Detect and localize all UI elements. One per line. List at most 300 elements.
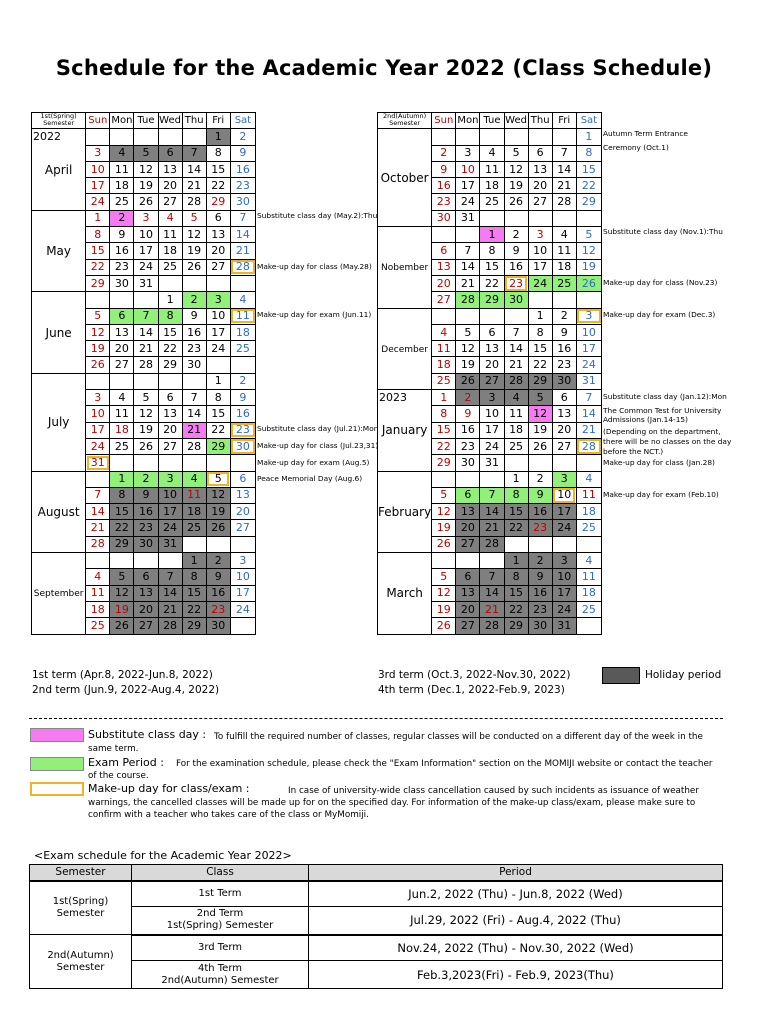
day-cell: 10 xyxy=(86,161,110,177)
substitute-title: Substitute class day : xyxy=(88,728,207,741)
week-row xyxy=(378,227,602,243)
weekday-mon: Mon xyxy=(456,113,480,129)
weekday-wed: Wed xyxy=(158,113,182,129)
term-3: 3rd term (Oct.3, 2022-Nov.30, 2022) xyxy=(378,669,571,681)
day-cell: 16 xyxy=(528,585,552,601)
day-cell: 18 xyxy=(480,178,504,194)
day-cell: 27 xyxy=(230,520,255,536)
empty-cell xyxy=(552,129,576,145)
day-cell: 22 xyxy=(206,178,230,194)
day-cell: 25 xyxy=(480,194,504,210)
day-cell: 19 xyxy=(456,357,480,373)
week-row xyxy=(378,553,602,569)
day-cell: 12 xyxy=(456,341,480,357)
day-cell: 17 xyxy=(158,504,182,520)
day-cell: 9 xyxy=(110,227,134,243)
empty-cell xyxy=(480,129,504,145)
day-cell: 22 xyxy=(86,259,110,275)
day-cell: 7 xyxy=(158,569,182,585)
day-cell: 11 xyxy=(480,161,504,177)
day-cell: 20 xyxy=(432,275,456,291)
day-cell: 1 xyxy=(206,373,230,389)
empty-cell xyxy=(110,292,134,308)
day-cell: 26 xyxy=(206,520,230,536)
day-cell: 29 xyxy=(480,292,504,308)
day-cell: 27 xyxy=(456,536,480,552)
day-cell: 16 xyxy=(230,161,255,177)
day-cell: 21 xyxy=(230,243,255,259)
note-entrance-ceremony-2: Ceremony (Oct.1) xyxy=(603,143,669,152)
empty-cell xyxy=(576,210,601,226)
exam-period: Feb.3,2023(Fri) - Feb.9, 2023(Thu) xyxy=(309,961,723,989)
day-cell: 21 xyxy=(158,601,182,617)
day-cell: 8 xyxy=(528,324,552,340)
exam-semester-2: 2nd(Autumn) Semester xyxy=(30,935,132,989)
empty-cell xyxy=(86,129,110,145)
day-cell: 15 xyxy=(206,161,230,177)
day-cell: 28 xyxy=(552,194,576,210)
day-cell: 23 xyxy=(528,520,552,536)
day-cell: 21 xyxy=(86,520,110,536)
empty-cell xyxy=(456,308,480,324)
day-cell: 19 xyxy=(528,422,552,438)
day-cell: 26 xyxy=(576,275,601,291)
day-cell: 27 xyxy=(552,438,576,454)
empty-cell xyxy=(456,129,480,145)
day-cell: 24 xyxy=(158,520,182,536)
day-cell: 5 xyxy=(528,390,552,406)
day-cell: 23 xyxy=(528,601,552,617)
day-cell: 19 xyxy=(504,178,528,194)
day-cell: 6 xyxy=(480,324,504,340)
day-cell: 17 xyxy=(552,585,576,601)
day-cell: 26 xyxy=(504,194,528,210)
day-cell: 3 xyxy=(158,471,182,487)
exam-class: 2nd Term 1st(Spring) Semester xyxy=(132,907,309,935)
day-cell: 4 xyxy=(86,569,110,585)
year-label: 2022 xyxy=(33,130,61,144)
week-row xyxy=(378,129,602,145)
day-cell: 10 xyxy=(456,161,480,177)
empty-cell xyxy=(432,553,456,569)
day-cell: 30 xyxy=(528,618,552,634)
day-cell: 8 xyxy=(182,569,206,585)
day-cell: 23 xyxy=(182,341,206,357)
empty-cell xyxy=(134,129,158,145)
day-cell: 6 xyxy=(528,145,552,161)
term-4: 4th term (Dec.1, 2022-Feb.9, 2023) xyxy=(378,684,565,696)
day-cell: 5 xyxy=(86,308,110,324)
page-title: Schedule for the Academic Year 2022 (Class Schedule) xyxy=(55,56,713,80)
day-cell: 27 xyxy=(528,194,552,210)
day-cell: 15 xyxy=(576,161,601,177)
day-cell: 27 xyxy=(456,618,480,634)
day-cell: 14 xyxy=(480,585,504,601)
day-cell: 5 xyxy=(432,569,456,585)
day-cell: 14 xyxy=(134,324,158,340)
day-cell: 27 xyxy=(110,357,134,373)
day-cell: 25 xyxy=(182,520,206,536)
day-cell: 11 xyxy=(158,227,182,243)
day-cell: 19 xyxy=(576,259,601,275)
empty-cell xyxy=(456,227,480,243)
note-peace-memorial: Peace Memorial Day (Aug.6) xyxy=(257,474,363,483)
day-cell: 25 xyxy=(110,194,134,210)
day-cell: 23 xyxy=(456,438,480,454)
day-cell: 9 xyxy=(456,406,480,422)
day-cell: 21 xyxy=(480,520,504,536)
day-cell: 6 xyxy=(552,390,576,406)
empty-cell xyxy=(504,210,528,226)
day-cell: 8 xyxy=(86,227,110,243)
day-cell: 6 xyxy=(432,243,456,259)
day-cell: 11 xyxy=(576,569,601,585)
day-cell: 11 xyxy=(86,585,110,601)
day-cell: 12 xyxy=(528,406,552,422)
exam-desc: For the examination schedule, please check the "Exam Information" section on the MOMIJI website or contact the teacher of the course. xyxy=(88,759,713,781)
day-cell: 23 xyxy=(206,601,230,617)
empty-cell xyxy=(576,536,601,552)
note-makeup-exam-jun11: Make-up day for exam (Jun.11) xyxy=(257,310,372,319)
day-cell: 16 xyxy=(552,341,576,357)
day-cell: 7 xyxy=(230,210,255,226)
month-name: June xyxy=(45,325,72,340)
day-cell: 12 xyxy=(110,585,134,601)
day-cell: 16 xyxy=(432,178,456,194)
empty-cell xyxy=(480,553,504,569)
day-cell: 30 xyxy=(206,618,230,634)
day-cell: 19 xyxy=(110,601,134,617)
day-cell: 29 xyxy=(158,357,182,373)
empty-cell xyxy=(134,373,158,389)
day-cell: 12 xyxy=(432,504,456,520)
day-cell: 21 xyxy=(576,422,601,438)
day-cell: 20 xyxy=(480,357,504,373)
day-cell: 30 xyxy=(110,275,134,291)
day-cell: 1 xyxy=(110,471,134,487)
empty-cell xyxy=(206,536,230,552)
week-row xyxy=(32,471,256,487)
exam-period: Nov.24, 2022 (Thu) - Nov.30, 2022 (Wed) xyxy=(309,935,723,961)
day-cell: 4 xyxy=(432,324,456,340)
day-cell: 19 xyxy=(432,601,456,617)
year-label: 2023 xyxy=(379,391,407,405)
empty-cell xyxy=(206,455,230,471)
day-cell: 5 xyxy=(456,324,480,340)
day-cell: 13 xyxy=(206,227,230,243)
day-cell: 10 xyxy=(552,487,576,503)
day-cell: 18 xyxy=(576,585,601,601)
weekday-wed: Wed xyxy=(504,113,528,129)
day-cell: 4 xyxy=(110,390,134,406)
day-cell: 21 xyxy=(182,178,206,194)
day-cell: 31 xyxy=(456,210,480,226)
weekday-fri: Fri xyxy=(552,113,576,129)
empty-cell xyxy=(504,536,528,552)
week-row xyxy=(378,390,602,406)
day-cell: 2 xyxy=(456,390,480,406)
day-cell: 18 xyxy=(432,357,456,373)
day-cell: 24 xyxy=(528,275,552,291)
day-cell: 18 xyxy=(110,422,134,438)
weekday-header-row xyxy=(32,113,256,129)
month-label-march xyxy=(378,553,432,634)
day-cell: 15 xyxy=(86,243,110,259)
day-cell: 25 xyxy=(552,275,576,291)
day-cell: 28 xyxy=(158,618,182,634)
day-cell: 25 xyxy=(86,618,110,634)
exam-period: Jul.29, 2022 (Fri) - Aug.4, 2022 (Thu) xyxy=(309,907,723,935)
day-cell: 3 xyxy=(134,210,158,226)
month-label-june xyxy=(32,292,86,373)
weekday-mon: Mon xyxy=(110,113,134,129)
month-name: March xyxy=(386,586,423,601)
empty-cell xyxy=(230,357,255,373)
semester-label: 2nd(Autumn) Semester xyxy=(378,113,432,129)
day-cell: 11 xyxy=(552,243,576,259)
weekday-thu: Thu xyxy=(182,113,206,129)
exam-table xyxy=(29,864,723,989)
weekday-sun: Sun xyxy=(432,113,456,129)
empty-cell xyxy=(158,275,182,291)
day-cell: 7 xyxy=(182,145,206,161)
day-cell: 13 xyxy=(134,585,158,601)
day-cell: 10 xyxy=(86,406,110,422)
day-cell: 21 xyxy=(504,357,528,373)
empty-cell xyxy=(552,292,576,308)
exam-title: Exam Period : xyxy=(88,756,164,769)
day-cell: 13 xyxy=(480,341,504,357)
day-cell: 12 xyxy=(432,585,456,601)
note-substitute-jul21: Substitute class day (Jul.21):Mon xyxy=(257,424,379,433)
day-cell: 2 xyxy=(206,553,230,569)
day-cell: 12 xyxy=(134,161,158,177)
substitute-desc: To fulfill the required number of classes, regular classes will be conducted on a different day of the week in the same term. xyxy=(88,732,703,754)
day-cell: 28 xyxy=(504,373,528,389)
day-cell: 18 xyxy=(504,422,528,438)
day-cell: 5 xyxy=(110,569,134,585)
empty-cell xyxy=(230,275,255,291)
day-cell: 9 xyxy=(504,243,528,259)
day-cell: 31 xyxy=(158,536,182,552)
empty-cell xyxy=(432,471,456,487)
day-cell: 5 xyxy=(206,471,230,487)
day-cell: 14 xyxy=(576,406,601,422)
exam-row xyxy=(30,935,723,961)
note-makeup-exam-dec3: Make-up day for exam (Dec.3) xyxy=(603,310,716,319)
empty-cell xyxy=(182,129,206,145)
day-cell: 3 xyxy=(576,308,601,324)
day-cell: 31 xyxy=(480,455,504,471)
day-cell: 27 xyxy=(158,194,182,210)
makeup-title: Make-up day for class/exam : xyxy=(88,782,250,795)
day-cell: 23 xyxy=(110,259,134,275)
note-makeup-exam-feb10: Make-up day for exam (Feb.10) xyxy=(603,490,719,499)
empty-cell xyxy=(158,373,182,389)
note-nct: The Common Test for University xyxy=(603,406,722,415)
day-cell: 4 xyxy=(182,471,206,487)
day-cell: 15 xyxy=(528,341,552,357)
note-nct-4: there will be no classes on the day xyxy=(603,437,732,446)
empty-cell xyxy=(576,618,601,634)
day-cell: 24 xyxy=(552,601,576,617)
day-cell: 20 xyxy=(456,520,480,536)
day-cell: 24 xyxy=(480,438,504,454)
empty-cell xyxy=(206,275,230,291)
day-cell: 11 xyxy=(230,308,255,324)
substitute-swatch xyxy=(30,728,84,742)
day-cell: 20 xyxy=(158,422,182,438)
day-cell: 16 xyxy=(206,585,230,601)
day-cell: 1 xyxy=(182,553,206,569)
empty-cell xyxy=(456,471,480,487)
day-cell: 29 xyxy=(206,194,230,210)
empty-cell xyxy=(158,455,182,471)
day-cell: 18 xyxy=(158,243,182,259)
empty-cell xyxy=(230,618,255,634)
day-cell: 20 xyxy=(206,243,230,259)
day-cell: 16 xyxy=(528,504,552,520)
day-cell: 3 xyxy=(206,292,230,308)
day-cell: 27 xyxy=(480,373,504,389)
day-cell: 23 xyxy=(552,357,576,373)
month-name: January xyxy=(381,423,428,438)
day-cell: 2 xyxy=(528,471,552,487)
day-cell: 13 xyxy=(528,161,552,177)
empty-cell xyxy=(230,455,255,471)
day-cell: 18 xyxy=(230,324,255,340)
empty-cell xyxy=(504,129,528,145)
day-cell: 21 xyxy=(134,341,158,357)
day-cell: 3 xyxy=(552,553,576,569)
day-cell: 1 xyxy=(480,227,504,243)
day-cell: 7 xyxy=(504,324,528,340)
exam-class: 4th Term 2nd(Autumn) Semester xyxy=(132,961,309,989)
empty-cell xyxy=(456,553,480,569)
day-cell: 26 xyxy=(86,357,110,373)
day-cell: 20 xyxy=(230,504,255,520)
day-cell: 19 xyxy=(206,504,230,520)
day-cell: 11 xyxy=(432,341,456,357)
day-cell: 7 xyxy=(456,243,480,259)
weekday-tue: Tue xyxy=(134,113,158,129)
day-cell: 20 xyxy=(134,601,158,617)
day-cell: 14 xyxy=(86,504,110,520)
empty-cell xyxy=(528,210,552,226)
day-cell: 23 xyxy=(230,422,255,438)
day-cell: 25 xyxy=(110,438,134,454)
day-cell: 13 xyxy=(456,504,480,520)
week-row xyxy=(32,373,256,389)
empty-cell xyxy=(552,455,576,471)
month-name: September xyxy=(33,589,84,600)
day-cell: 14 xyxy=(182,406,206,422)
exam-swatch xyxy=(30,757,84,771)
day-cell: 14 xyxy=(230,227,255,243)
day-cell: 6 xyxy=(110,308,134,324)
day-cell: 11 xyxy=(182,487,206,503)
day-cell: 14 xyxy=(504,341,528,357)
day-cell: 3 xyxy=(528,227,552,243)
empty-cell xyxy=(504,308,528,324)
day-cell: 27 xyxy=(134,618,158,634)
exam-row xyxy=(30,907,723,935)
empty-cell xyxy=(504,455,528,471)
day-cell: 14 xyxy=(158,585,182,601)
day-cell: 18 xyxy=(576,504,601,520)
day-cell: 14 xyxy=(182,161,206,177)
day-cell: 29 xyxy=(432,455,456,471)
day-cell: 26 xyxy=(134,194,158,210)
day-cell: 9 xyxy=(528,569,552,585)
day-cell: 21 xyxy=(552,178,576,194)
note-substitute-jan12: Substitute class day (Jan.12):Mon xyxy=(603,392,727,401)
day-cell: 30 xyxy=(432,210,456,226)
empty-cell xyxy=(230,536,255,552)
day-cell: 23 xyxy=(134,520,158,536)
day-cell: 1 xyxy=(504,553,528,569)
day-cell: 29 xyxy=(86,275,110,291)
day-cell: 5 xyxy=(182,210,206,226)
day-cell: 21 xyxy=(480,601,504,617)
day-cell: 13 xyxy=(230,487,255,503)
day-cell: 26 xyxy=(456,373,480,389)
day-cell: 21 xyxy=(456,275,480,291)
day-cell: 1 xyxy=(576,129,601,145)
day-cell: 2 xyxy=(134,471,158,487)
day-cell: 15 xyxy=(182,585,206,601)
empty-cell xyxy=(182,455,206,471)
day-cell: 1 xyxy=(528,308,552,324)
exam-header-period: Period xyxy=(309,865,723,881)
day-cell: 30 xyxy=(456,455,480,471)
day-cell: 2 xyxy=(230,373,255,389)
day-cell: 26 xyxy=(110,618,134,634)
day-cell: 7 xyxy=(480,569,504,585)
empty-cell xyxy=(86,471,110,487)
day-cell: 6 xyxy=(158,390,182,406)
month-label-january xyxy=(378,390,432,471)
day-cell: 16 xyxy=(134,504,158,520)
day-cell: 28 xyxy=(134,357,158,373)
month-label-nobember xyxy=(378,227,432,308)
day-cell: 15 xyxy=(480,259,504,275)
day-cell: 10 xyxy=(480,406,504,422)
exam-row xyxy=(30,881,723,907)
semester-label: 1st(Spring) Semester xyxy=(32,113,86,129)
day-cell: 4 xyxy=(552,227,576,243)
day-cell: 25 xyxy=(432,373,456,389)
day-cell: 2 xyxy=(432,145,456,161)
empty-cell xyxy=(158,129,182,145)
day-cell: 16 xyxy=(230,406,255,422)
day-cell: 1 xyxy=(432,390,456,406)
month-label-may xyxy=(32,210,86,291)
empty-cell xyxy=(552,210,576,226)
day-cell: 9 xyxy=(552,324,576,340)
day-cell: 15 xyxy=(110,504,134,520)
day-cell: 19 xyxy=(432,520,456,536)
day-cell: 29 xyxy=(504,618,528,634)
day-cell: 17 xyxy=(134,243,158,259)
day-cell: 27 xyxy=(432,292,456,308)
exam-heading: <Exam schedule for the Academic Year 2022> xyxy=(34,849,292,862)
week-row xyxy=(32,553,256,569)
month-name: July xyxy=(47,415,70,430)
empty-cell xyxy=(480,210,504,226)
day-cell: 1 xyxy=(504,471,528,487)
weekday-thu: Thu xyxy=(528,113,552,129)
